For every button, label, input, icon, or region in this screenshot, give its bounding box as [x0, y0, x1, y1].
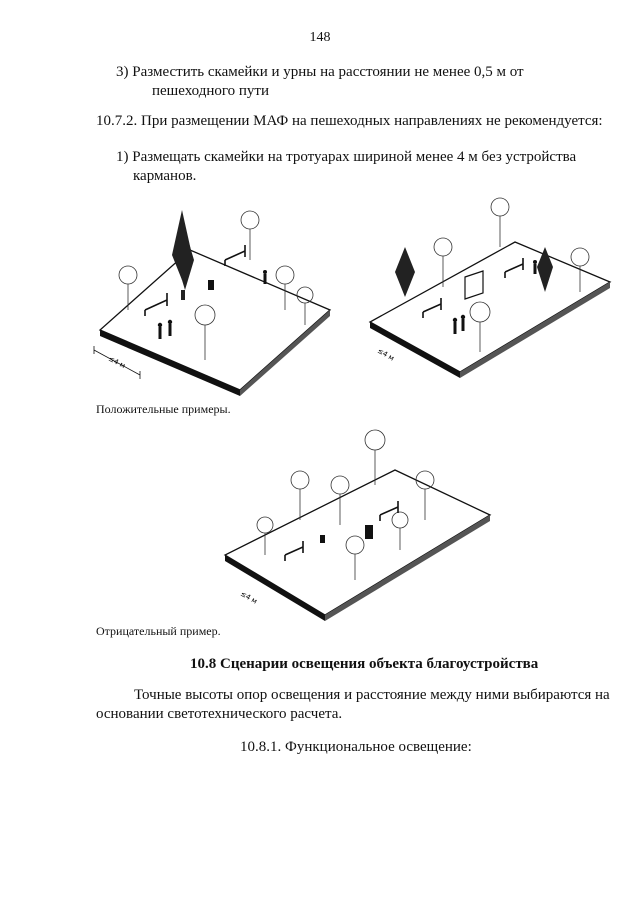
list-number: 1) — [116, 149, 129, 165]
dimension-label: ≤4 м — [239, 589, 259, 606]
section-heading-10-8: 10.8 Сценарии освещения объекта благоустройства — [190, 656, 539, 672]
dimension-label: ≤4 м — [107, 354, 127, 371]
dimension-label: ≤4 м — [376, 346, 396, 363]
paragraph-line2: основании светотехнического расчета. — [96, 706, 343, 722]
caption-negative: Отрицательный пример. — [96, 624, 221, 638]
paragraph-line1: Точные высоты опор освещения и расстояние между ними выбираются на — [134, 687, 610, 703]
illustration-negative — [220, 425, 500, 625]
list-item-1 — [116, 148, 576, 167]
illustration-positive-1 — [90, 200, 340, 390]
list-number: 3) — [116, 64, 129, 80]
clause-10-8-1: 10.8.1. Функциональное освещение: — [240, 739, 472, 755]
list-item-3 — [116, 63, 524, 82]
list-text-line1: Разместить скамейки и урны на расстоянии не менее 0,5 м от — [132, 64, 524, 80]
caption-positive: Положительные примеры. — [96, 402, 231, 416]
list-text-line2: карманов. — [133, 168, 197, 184]
illustration-positive-2 — [365, 192, 620, 382]
clause-10-7-2: 10.7.2. При размещении МАФ на пешеходных направлениях не рекомендуется: — [96, 113, 603, 129]
page-number: 148 — [309, 30, 331, 45]
list-text-line2: пешеходного пути — [152, 83, 269, 99]
list-text-line1: Размещать скамейки на тротуарах шириной менее 4 м без устройства — [132, 149, 577, 165]
